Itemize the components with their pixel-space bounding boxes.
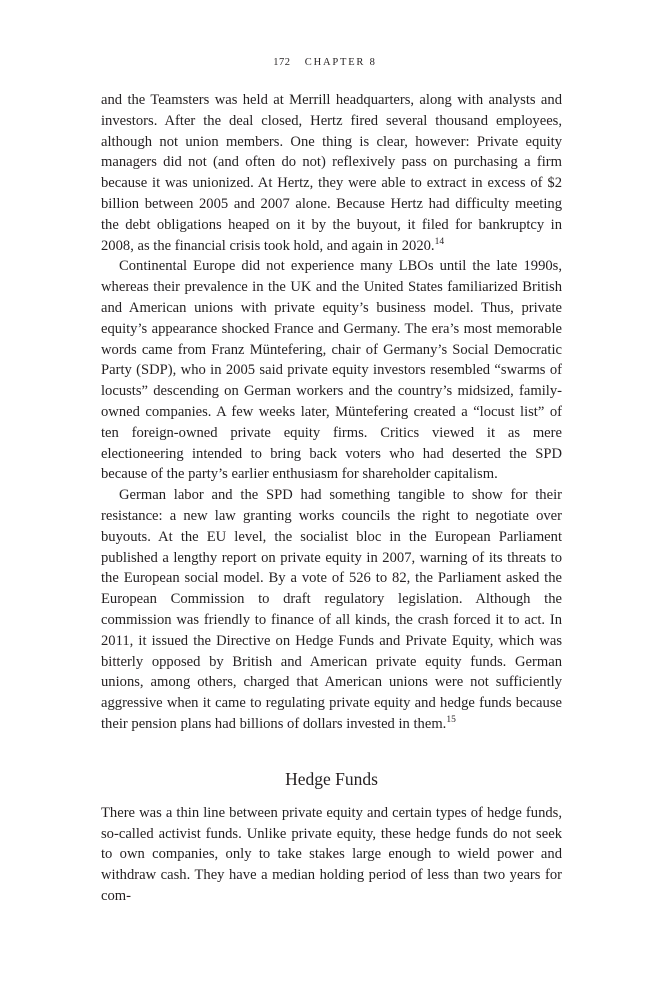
footnote-ref-14[interactable]: 14 bbox=[434, 236, 445, 247]
chapter-label: CHAPTER 8 bbox=[304, 57, 377, 68]
section-heading: Hedge Funds bbox=[285, 768, 378, 789]
section-paragraph bbox=[101, 803, 562, 907]
paragraph-2-text: Continental Europe did not experience many LBOs until the late 1990s, whereas their prevalence in the UK and the United States familiarized British and American unions with private equity’s business model. Thus, private equity’s appearance shocked France and Germany. The era’s most memorable words came from Franz Müntefering, chair of Germany’s Social Democratic Party (SDP), who in 2005 said private equity investors resembled “swarms of locusts” descending on German workers and the country’s midsized, family-owned companies. A few weeks later, Müntefering created a “locust list” of ten foreign-owned private equity firms. Critics viewed it as mere electioneering intended to bring back voters who had deserted the SPD because of the party’s earlier enthusiasm for shareholder capitalism. bbox=[101, 258, 562, 483]
section-paragraph-text: There was a thin line between private equity and certain types of hedge funds, so-called activist funds. Unlike private equity, these hedge funds do not seek to own companies, only to take stakes large enough to wield power and withdraw cash. They have a median holding period of less than two years for com- bbox=[101, 804, 562, 904]
paragraph-1-text: and the Teamsters was held at Merrill headquarters, along with analysts and investors. After the deal closed, Hertz fired several thousand employees, although not union members. One thing is clear, however: Private equity managers did not (and often do not) reflexively pass on purchasing a firm because it was unionized. At Hertz, they were able to extract in excess of $2 billion between 2005 and 2007 alone. Because Hertz had difficulty meeting the debt obligations heaped on it by the buyout, it filed for bankruptcy in 2008, as the financial crisis took hold, and again in 2020. bbox=[101, 92, 562, 254]
footnote-ref-15[interactable]: 15 bbox=[446, 715, 456, 726]
page-number: 172 bbox=[273, 57, 291, 68]
paragraph-1 bbox=[101, 90, 562, 256]
paragraph-2 bbox=[101, 256, 562, 485]
running-head bbox=[0, 57, 650, 68]
paragraph-3 bbox=[101, 485, 562, 735]
body-text bbox=[101, 90, 562, 907]
paragraph-3-text: German labor and the SPD had something tangible to show for their resistance: a new law granting works councils the right to negotiate over buyouts. At the EU level, the socialist bloc in the European Parliament published a lengthy report on private equity in 2007, warning of its threats to the European social model. By a vote of 526 to 82, the Parliament asked the European Commission to draft regulatory legislation. Although the commission was friendly to finance of all kinds, the crash forced it to act. In 2011, it issued the Directive on Hedge Funds and Private Equity, which was bitterly opposed by British and American private equity funds. German unions, among others, charged that American unions were not sufficiently aggressive when it came to regulating private equity and hedge funds because their pension plans had billions of dollars invested in them. bbox=[101, 487, 562, 732]
